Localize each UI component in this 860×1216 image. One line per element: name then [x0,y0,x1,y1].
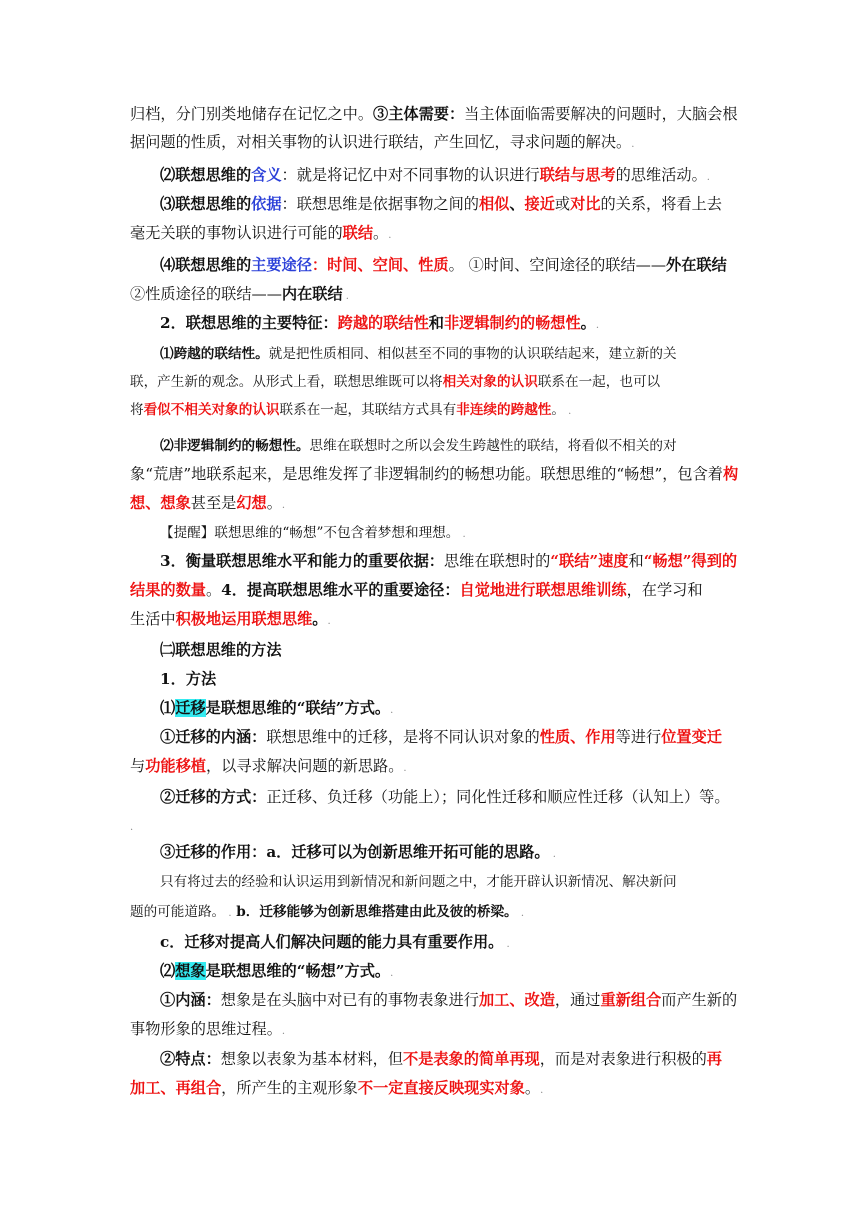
text-line [160,551,738,571]
text-line [130,493,735,516]
text-segment: 。 [373,224,389,242]
text-line [160,669,735,689]
emphasis-text: 功能移植 [145,757,206,775]
emphasis-text: 再 [706,1050,722,1068]
text-segment: 和 [628,552,644,570]
emphasis-text: 构 [723,465,739,483]
emphasis-text: 结果的数量 [130,581,206,599]
paragraph-mark: . [130,822,134,833]
paragraph-mark: . [342,291,349,302]
emphasis-text: 非逻辑制约的畅想性 [443,314,581,332]
emphasis-text: 时间、空间、性质 [327,256,449,274]
text-segment: 思维在联想时之所以会发生跨越性的联结，将看似不相关的对 [309,438,677,454]
text-segment: ①时间、空间途径的联结—— [468,256,667,274]
text-segment: 而产生新的 [661,991,738,1009]
paragraph-mark: . [225,908,232,919]
text-segment: 与 [130,757,146,775]
text-segment: 就是把性质相同、相似甚至不同的事物的认识联结起来，建立新的关 [268,346,677,362]
text-line [160,194,735,214]
text-line [160,990,738,1010]
text-line [160,255,735,275]
emphasis-text: 加工、再组合 [130,1079,222,1097]
text-segment: 毫无关联的事物认识进行可能的 [130,224,343,242]
paragraph-mark: . [549,849,556,860]
text-segment: 联想思维中的迁移，是将不同认识对象的 [266,728,540,746]
emphasis-text: 对比 [570,195,601,213]
text-line [130,609,735,632]
emphasis-text: 联结 [342,224,373,242]
paragraph-mark: . [706,172,710,183]
emphasis-text: 接近 [524,195,555,213]
text-line [160,872,735,892]
text-segment: 联系在一起，也可以 [537,374,661,390]
paragraph-mark: . [540,1085,544,1096]
emphasis-text: 性质、作用 [539,728,616,746]
text-segment: 。 [312,610,328,628]
text-segment: 象“荒唐”地联系起来，是思维发挥了非逻辑制约的畅想功能。联想思维的“畅想”，包含着 [130,465,723,483]
text-segment: 据问题的性质，对相关事物的认识进行联结，产生回忆，寻求问题的解决。 [130,133,632,151]
text-segment: 将 [130,402,144,418]
text-line [160,523,735,545]
text-segment: 【提醒】联想思维的“畅想”不包含着梦想和理想。 [160,525,460,541]
emphasis-text: 不是表象的简单再现 [403,1050,540,1068]
emphasis-text: 看似不相关对象的认识 [143,402,280,418]
text-segment: ，而是对表象进行积极的 [539,1050,707,1068]
keyword-text: 主要途径 [251,256,312,274]
text-segment: ③主体需要： [373,105,465,123]
text-segment: 题的可能道路。 [130,904,226,920]
text-line [130,372,735,392]
text-segment: ②特点： [160,1050,221,1068]
text-segment: 想象以表象为基本材料，但 [220,1050,403,1068]
text-segment: ⑵ [160,962,176,980]
text-segment: 联系在一起，其联结方式具有 [279,402,457,418]
text-segment: ，以寻求解决问题的新思路。 [205,757,404,775]
text-segment: ㈡联想思维的方法 [160,641,282,659]
emphasis-text: 跨越的联结性 [337,314,429,332]
emphasis-text: 加工、改造 [478,991,555,1009]
text-segment: 等进行 [615,728,662,746]
emphasis-text: 相似 [478,195,510,213]
paragraph-mark: . [517,908,524,919]
text-segment: ，所产生的主观形象 [221,1079,358,1097]
text-line [160,1049,735,1069]
emphasis-text: 重新组合 [600,991,662,1009]
highlighted-term: 迁移 [175,699,206,717]
paragraph-mark: . [631,139,635,150]
text-segment: 4．提高联想思维水平的重要途径： [221,581,460,599]
text-line [130,1019,735,1042]
text-segment: 的关系，将看上去 [600,195,722,213]
text-segment: ⑵非逻辑制约的畅想性。 [160,438,310,454]
text-line [160,932,735,955]
text-segment: c．迁移对提高人们解决问题的能力具有重要作用。 [160,933,504,951]
emphasis-text: 位置变迁 [661,728,722,746]
text-segment: 外在联结 [666,256,727,274]
text-segment: 。 [580,314,596,332]
text-line [130,815,735,838]
text-line [130,902,735,924]
text-segment: 联，产生新的观念。从形式上看，联想思维既可以将 [130,374,443,390]
paragraph-mark: . [595,320,600,331]
text-segment: ：就是将记忆中对不同事物的认识进行 [281,166,540,184]
text-segment: b．迁移能够为创新思维搭建由此及彼的桥梁。 [231,904,518,920]
emphasis-text: 联结与思考 [539,166,616,184]
emphasis-text: “畅想”得到的 [643,552,738,570]
paragraph-mark: . [390,705,394,716]
text-line [130,580,735,600]
text-segment: 。 [551,402,565,418]
paragraph-mark: . [281,1026,286,1037]
emphasis-text: 幻想 [236,494,267,512]
paragraph-mark: . [403,763,407,774]
text-segment: 3．衡量联想思维水平和能力的重要依据： [160,552,444,570]
text-line [160,436,735,456]
text-segment: ，通过 [554,991,601,1009]
text-line [160,787,735,807]
text-segment: ③迁移的作用：a．迁移可以为创新思维开拓可能的思路。 [160,843,550,861]
paragraph-mark: . [390,968,394,979]
text-line [130,464,739,484]
text-line [160,165,735,188]
text-segment: 、 [509,195,525,213]
text-segment: 1．方法 [160,670,217,688]
text-segment: 正迁移、负迁移（功能上）；同化性迁移和顺应性迁移（认知上）等。 [266,788,730,806]
text-line [130,104,738,124]
text-line [130,756,735,779]
text-line [130,1078,735,1101]
text-segment: 想象是在头脑中对已有的事物表象进行 [220,991,479,1009]
text-segment: 或 [554,195,571,213]
text-segment: 甚至是 [190,494,237,512]
text-segment: ：联想思维是依据事物之间的 [281,195,479,213]
text-line [160,640,735,660]
text-line [130,223,735,246]
emphasis-text: ： [311,256,328,274]
text-segment: 只有将过去的经验和认识运用到新情况和新问题之中，才能开辟认识新情况、解决新问 [160,874,677,890]
paragraph-mark: . [281,500,286,511]
text-line [130,284,735,307]
text-line [160,727,735,747]
text-segment: 归档，分门别类地储存在记忆之中。 [130,105,373,123]
emphasis-text: 积极地运用联想思维 [175,610,313,628]
text-segment: ①内涵： [160,991,221,1009]
keyword-text: 依据 [251,195,282,213]
text-segment: 是联想思维的“畅想”方式。 [205,962,391,980]
text-segment: 内在联结 [281,285,343,303]
text-segment: ⑷联想思维的 [160,256,252,274]
text-segment: ②迁移的方式： [160,788,267,806]
emphasis-text: 非连续的跨越性 [456,402,552,418]
paragraph-mark: . [503,939,510,950]
keyword-text: 含义 [251,166,282,184]
text-segment: 生活中 [130,610,176,628]
text-segment: 是联想思维的“联结”方式。 [205,699,391,717]
text-segment: 。 [205,581,222,599]
text-line [130,400,735,422]
paragraph-mark: . [459,529,466,540]
text-segment: 的思维活动。 [615,166,707,184]
text-segment: ⑴ [160,699,176,717]
emphasis-text: 自觉地进行联想思维训练 [459,581,627,599]
text-segment: 。 [448,256,469,274]
text-segment: ①迁移的内涵： [160,728,267,746]
paragraph-mark: . [327,616,331,627]
text-segment: 。 [266,494,282,512]
emphasis-text: 相关对象的认识 [442,374,538,390]
text-segment: 当主体面临需要解决的问题时，大脑会根 [464,105,738,123]
text-segment: 和 [428,314,444,332]
text-line [130,132,735,155]
text-segment: ⑶联想思维的 [160,195,252,213]
paragraph-mark: . [565,406,572,417]
text-line [160,313,735,336]
text-line [160,344,735,364]
emphasis-text: “联结”速度 [550,552,629,570]
paragraph-mark: . [388,230,392,241]
text-segment: 事物形象的思维过程。 [130,1020,282,1038]
text-line [160,961,735,984]
text-segment: ⑴跨越的联结性。 [160,346,269,362]
text-line [160,698,735,721]
text-segment: 思维在联想时的 [443,552,551,570]
emphasis-text: 想、想象 [130,494,191,512]
emphasis-text: 不一定直接反映现实对象 [357,1079,525,1097]
text-segment: ，在学习和 [626,581,703,599]
text-segment: ②性质途径的联结—— [130,285,282,303]
text-segment: 。 [524,1079,541,1097]
text-segment: ⑵联想思维的 [160,166,252,184]
highlighted-term: 想象 [175,962,206,980]
text-line [160,842,735,865]
text-segment: 2．联想思维的主要特征： [160,314,338,332]
